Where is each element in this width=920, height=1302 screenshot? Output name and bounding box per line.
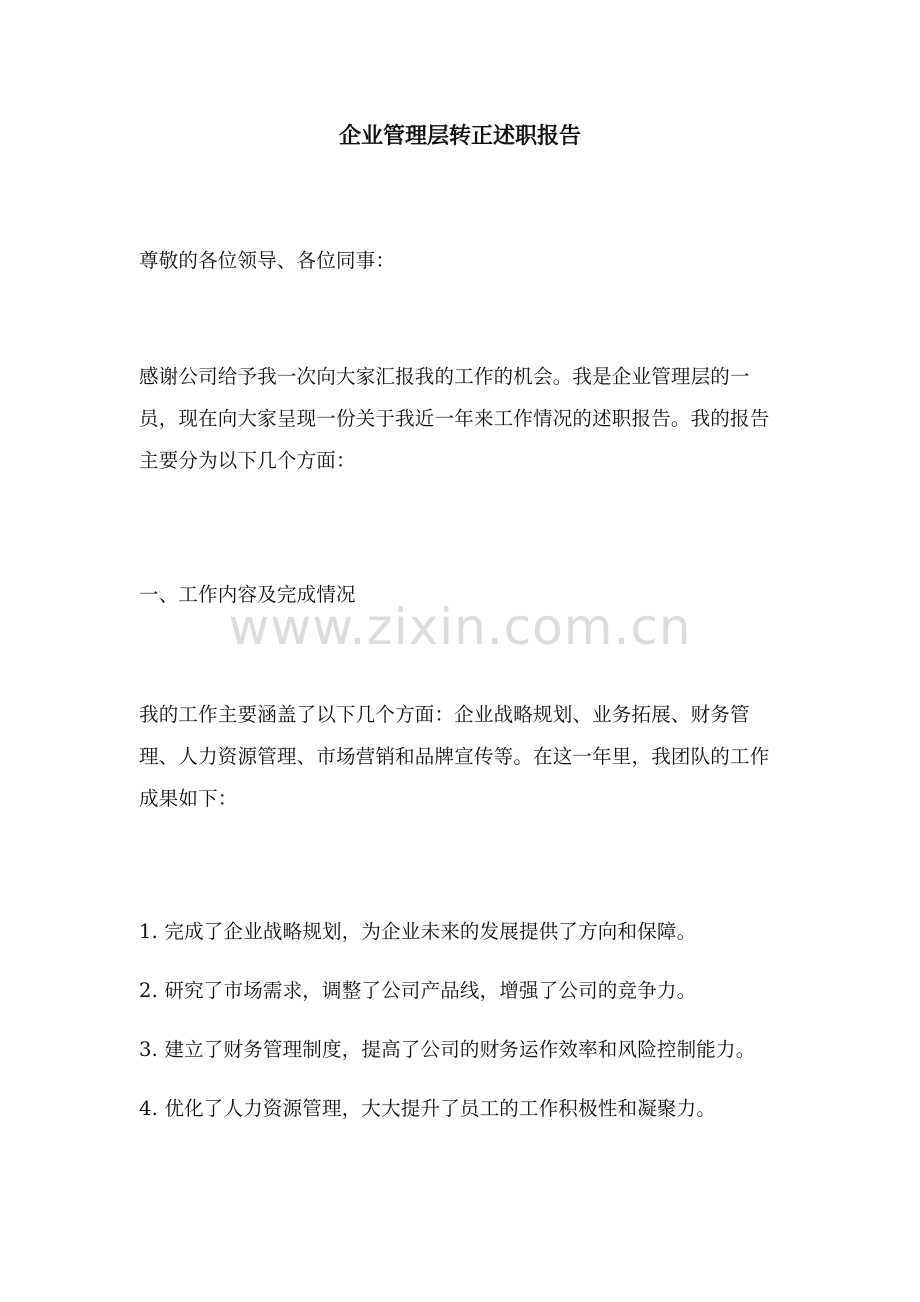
intro-paragraph — [139, 356, 789, 482]
section-body-paragraph — [139, 694, 789, 820]
section1-body-text: 我的工作主要涵盖了以下几个方面：企业战略规划、业务拓展、财务管理、人力资源管理、市场营销和品牌宣传等。在这一年里，我团队的工作成果如下： — [139, 703, 770, 810]
list-item: 4. 优化了人力资源管理，大大提升了员工的工作积极性和凝聚力。 — [139, 1097, 717, 1120]
section1-heading-text: 一、工作内容及完成情况 — [139, 583, 356, 606]
watermark: www.zixin.com.cn — [228, 598, 692, 656]
document-title: 企业管理层转正述职报告 — [338, 123, 581, 149]
intro-text: 感谢公司给予我一次向大家汇报我的工作的机会。我是企业管理层的一员，现在向大家呈现一份关于我近一年来工作情况的述职报告。我的报告主要分为以下几个方面： — [139, 365, 770, 472]
salutation — [139, 240, 789, 282]
list-item: 1. 完成了企业战略规划，为企业未来的发展提供了方向和保障。 — [139, 920, 697, 943]
salutation-text: 尊敬的各位领导、各位同事： — [139, 249, 396, 272]
list-item: 3. 建立了财务管理制度，提高了公司的财务运作效率和风险控制能力。 — [139, 1038, 756, 1061]
list-item: 2. 研究了市场需求，调整了公司产品线，增强了公司的竞争力。 — [139, 979, 697, 1002]
section-heading — [139, 574, 789, 616]
achievement-list — [139, 911, 789, 1130]
